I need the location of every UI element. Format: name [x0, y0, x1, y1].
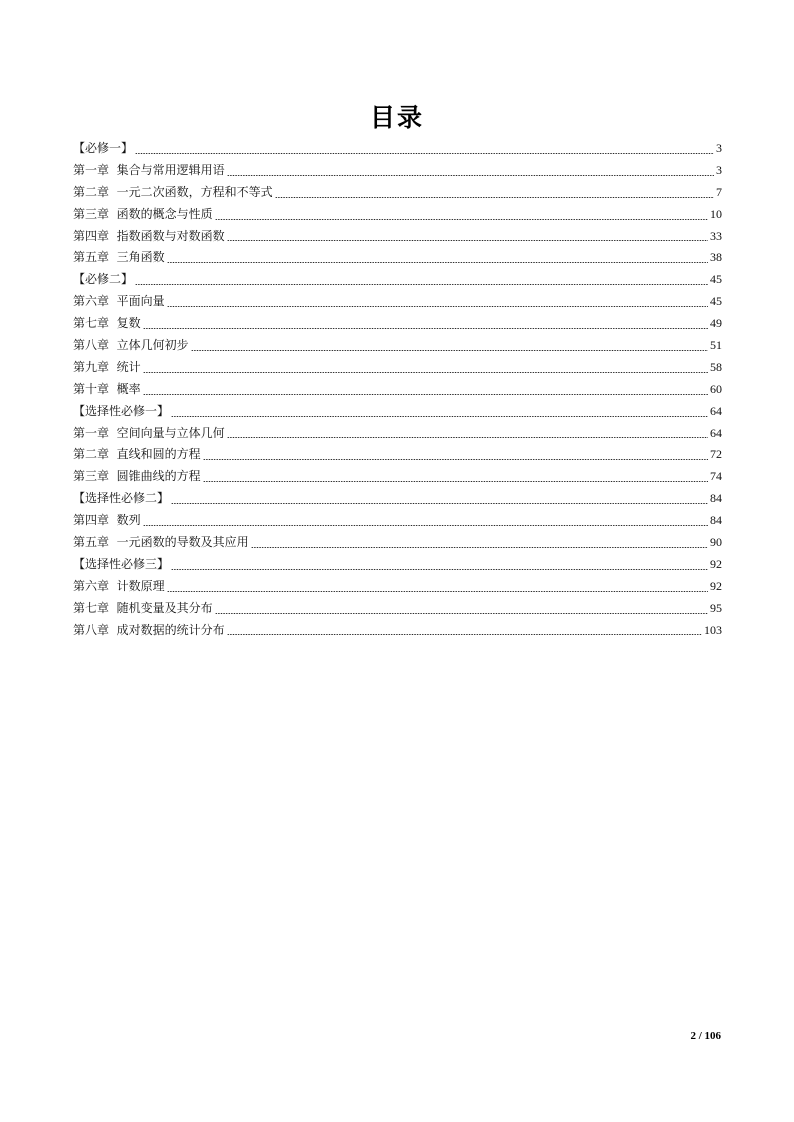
toc-entry-label: 第九章 统计	[73, 359, 141, 374]
dot-leader	[167, 591, 708, 592]
toc-entry-page: 10	[710, 206, 722, 221]
dot-leader	[215, 219, 708, 220]
toc-entry-label: 第六章 计数原理	[73, 578, 165, 593]
dot-leader	[171, 416, 708, 417]
dot-leader	[227, 240, 708, 241]
toc-entry-label: 【必修一】	[73, 141, 134, 155]
toc-entry-label: 第三章 函数的概念与性质	[73, 206, 213, 221]
toc-entry-page: 92	[710, 556, 722, 571]
dot-leader	[191, 350, 708, 351]
toc-entry-page: 64	[710, 425, 722, 440]
page-title: 目录	[369, 103, 424, 132]
toc-entry-page: 38	[710, 250, 722, 265]
toc-entry-label: 第八章 成对数据的统计分布	[73, 622, 225, 637]
dot-leader	[167, 262, 708, 263]
dot-leader	[227, 437, 708, 438]
dot-leader	[215, 613, 708, 614]
toc-entry-page: 49	[710, 316, 722, 331]
toc-entry[interactable]	[73, 183, 722, 205]
toc-entry-label: 第五章 三角函数	[73, 250, 165, 265]
toc-entry-page: 45	[710, 294, 722, 309]
toc-entry-label: 【必修二】	[73, 272, 134, 287]
toc-entry-page: 103	[704, 622, 722, 637]
toc-entry[interactable]	[73, 424, 722, 446]
page-indicator: 2 / 106	[690, 1030, 721, 1042]
dot-leader	[167, 306, 708, 307]
toc-entry-page: 95	[710, 600, 722, 615]
toc-entry-label: 第八章 立体几何初步	[73, 338, 189, 353]
toc-entry-label: 【选择性必修二】	[73, 491, 170, 506]
toc-entry[interactable]	[73, 380, 722, 402]
dot-leader	[171, 569, 708, 570]
toc-entry[interactable]	[73, 227, 722, 249]
dot-leader	[135, 284, 708, 285]
toc-entry[interactable]	[73, 139, 722, 161]
toc-entry-page: 90	[710, 535, 722, 550]
toc-entry[interactable]	[73, 336, 722, 358]
toc-entry[interactable]	[73, 533, 722, 555]
toc-entry[interactable]	[73, 599, 722, 621]
toc-entry[interactable]	[73, 621, 722, 643]
dot-leader	[203, 459, 708, 460]
toc-entry[interactable]	[73, 358, 722, 380]
toc-entry-page: 92	[710, 578, 722, 593]
dot-leader	[227, 634, 702, 635]
toc-entry-label: 第一章 空间向量与立体几何	[73, 425, 225, 440]
toc-entry-label: 第十章 概率	[73, 381, 141, 396]
toc-entry-label: 第二章 一元二次函数，方程和不等式	[73, 184, 273, 199]
dot-leader	[251, 547, 708, 548]
dot-leader	[143, 372, 708, 373]
toc-entry[interactable]	[73, 402, 722, 424]
toc-entry[interactable]	[73, 205, 722, 227]
dot-leader	[227, 175, 714, 176]
toc-entry[interactable]	[73, 555, 722, 577]
dot-leader	[171, 503, 708, 504]
toc-entry-page: 33	[710, 228, 722, 243]
toc-entry-page: 45	[710, 272, 722, 287]
toc-entry[interactable]	[73, 511, 722, 533]
toc-entry-page: 7	[716, 184, 722, 199]
toc-entry-page: 72	[710, 447, 722, 462]
toc-entry[interactable]	[73, 292, 722, 314]
toc-entry-page: 74	[710, 469, 722, 484]
toc-entry-page: 60	[710, 381, 722, 396]
table-of-contents	[73, 139, 722, 642]
toc-entry-label: 第二章 直线和圆的方程	[73, 447, 201, 462]
toc-entry-label: 【选择性必修三】	[73, 556, 170, 571]
toc-entry-label: 第七章 复数	[73, 316, 141, 331]
dot-leader	[135, 153, 714, 154]
toc-entry[interactable]	[73, 489, 722, 511]
toc-entry[interactable]	[73, 445, 722, 467]
dot-leader	[203, 481, 708, 482]
dot-leader	[275, 197, 714, 198]
dot-leader	[143, 525, 708, 526]
toc-entry[interactable]	[73, 161, 722, 183]
toc-entry-page: 51	[710, 338, 722, 353]
toc-entry-label: 第四章 数列	[73, 513, 141, 528]
dot-leader	[143, 394, 708, 395]
toc-entry[interactable]	[73, 248, 722, 270]
toc-entry-page: 3	[716, 162, 722, 177]
toc-entry-page: 84	[710, 491, 722, 506]
toc-entry-page: 64	[710, 403, 722, 418]
toc-entry[interactable]	[73, 270, 722, 292]
toc-entry-label: 第五章 一元函数的导数及其应用	[73, 535, 249, 550]
toc-entry[interactable]	[73, 314, 722, 336]
toc-entry-label: 第三章 圆锥曲线的方程	[73, 469, 201, 484]
dot-leader	[143, 328, 708, 329]
toc-entry-label: 第七章 随机变量及其分布	[73, 600, 213, 615]
toc-entry-page: 3	[716, 141, 722, 155]
toc-entry-page: 84	[710, 513, 722, 528]
toc-entry[interactable]	[73, 467, 722, 489]
toc-entry-page: 58	[710, 359, 722, 374]
toc-entry-label: 第一章 集合与常用逻辑用语	[73, 162, 225, 177]
toc-entry[interactable]	[73, 577, 722, 599]
toc-entry-label: 第四章 指数函数与对数函数	[73, 228, 225, 243]
toc-entry-label: 第六章 平面向量	[73, 294, 165, 309]
toc-entry-label: 【选择性必修一】	[73, 403, 170, 418]
